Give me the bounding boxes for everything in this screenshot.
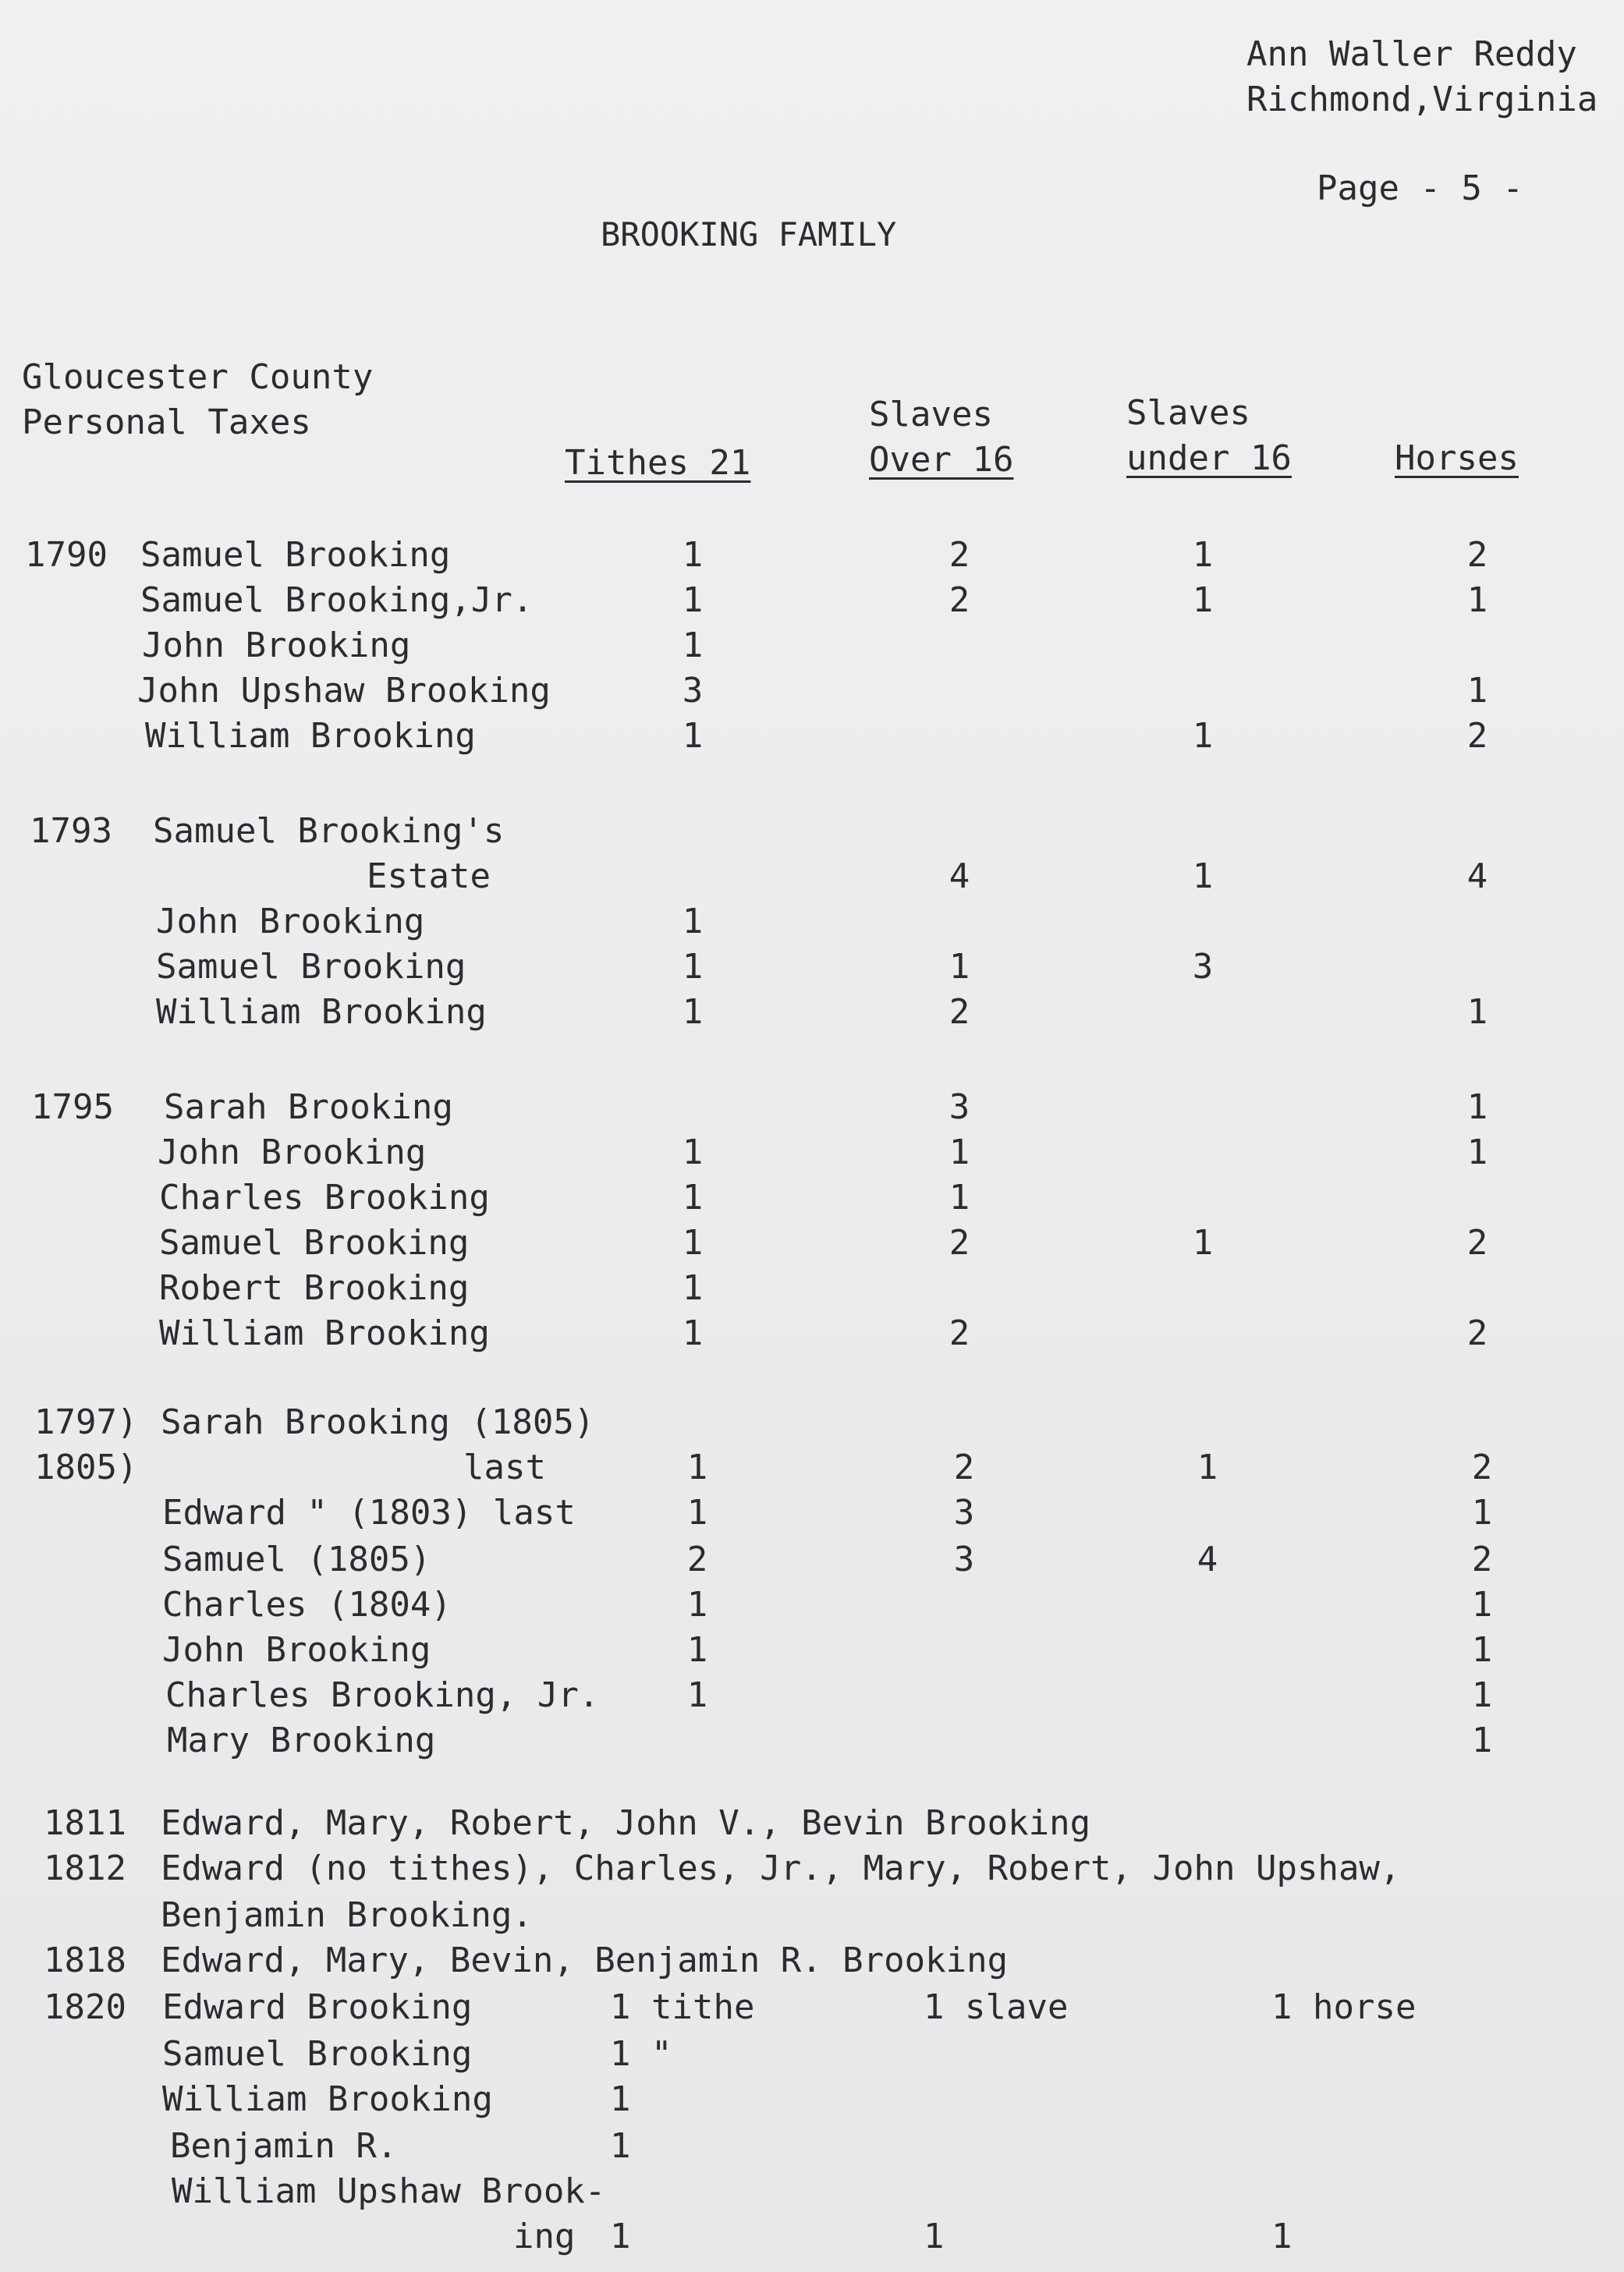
- row-horses-value: 2: [1466, 1313, 1488, 1353]
- page-number: Page - 5 -: [1317, 168, 1523, 208]
- row-over16-value: 4: [949, 856, 970, 896]
- row-under16-value: 1: [1192, 856, 1214, 896]
- later-year: 1811: [44, 1803, 126, 1843]
- later-text: Benjamin Brooking.: [161, 1895, 533, 1935]
- author-location: Richmond,Virginia: [1246, 80, 1598, 119]
- row-name: John Brooking: [142, 626, 411, 665]
- row-name: John Brooking: [162, 1630, 431, 1670]
- row-tithes-value: 1: [686, 1448, 708, 1487]
- row-tithes-value: 3: [682, 671, 704, 711]
- slave-value: 1: [924, 2217, 945, 2256]
- row-horses-value: 1: [1471, 1675, 1493, 1715]
- horse-value: 1 horse: [1271, 1987, 1417, 2027]
- row-tithes-value: 1: [686, 1630, 708, 1670]
- row-over16-value: 1: [949, 1132, 970, 1172]
- row-year: 1797): [34, 1402, 138, 1442]
- row-name: Charles Brooking, Jr.: [165, 1675, 600, 1715]
- row-horses-value: 1: [1466, 1132, 1488, 1172]
- row-name: Benjamin R.: [170, 2126, 398, 2166]
- row-year: 1820: [44, 1987, 126, 2027]
- row-name: Edward " (1803) last: [162, 1493, 576, 1533]
- row-name: Samuel Brooking: [156, 947, 466, 987]
- tithe-value: 1: [610, 2079, 631, 2119]
- row-over16-value: 2: [953, 1448, 975, 1487]
- county-label: Gloucester County: [22, 357, 374, 397]
- row-horses-value: 2: [1466, 535, 1488, 575]
- row-name: Samuel Brooking: [162, 2034, 473, 2074]
- tithe-value: 1: [610, 2126, 631, 2166]
- column-header-slaves-over: Over 16: [869, 440, 1014, 480]
- column-header-slaves-under: under 16: [1126, 438, 1292, 478]
- column-header-slaves-over-top: Slaves: [869, 395, 993, 434]
- row-name: William Brooking: [162, 2079, 493, 2119]
- row-name: Charles Brooking: [159, 1178, 490, 1218]
- row-horses-value: 1: [1466, 580, 1488, 620]
- row-over16-value: 3: [953, 1493, 975, 1533]
- later-year: 1818: [44, 1941, 126, 1980]
- row-horses-value: 1: [1466, 992, 1488, 1032]
- row-horses-value: 1: [1471, 1721, 1493, 1760]
- tithe-value: 1 ": [610, 2034, 672, 2074]
- row-horses-value: 1: [1471, 1630, 1493, 1670]
- later-text: Edward, Mary, Robert, John V., Bevin Brooking: [161, 1803, 1091, 1843]
- row-name: Estate: [367, 856, 491, 896]
- row-name: William Brooking: [159, 1313, 490, 1353]
- row-year: 1793: [30, 811, 112, 851]
- row-tithes-value: 1: [686, 1675, 708, 1715]
- row-year: 1795: [31, 1087, 114, 1127]
- row-over16-value: 3: [949, 1087, 970, 1127]
- row-over16-value: 2: [949, 1223, 970, 1263]
- row-over16-value: 3: [953, 1540, 975, 1579]
- row-name: ing: [513, 2217, 576, 2256]
- row-year: 1790: [25, 535, 108, 575]
- row-over16-value: 2: [949, 535, 970, 575]
- row-horses-value: 2: [1466, 716, 1488, 756]
- row-under16-value: 3: [1192, 947, 1214, 987]
- row-tithes-value: 1: [682, 1223, 704, 1263]
- author-name: Ann Waller Reddy: [1246, 34, 1577, 74]
- row-name: Samuel Brooking's: [153, 811, 505, 851]
- row-name: Samuel Brooking: [140, 535, 451, 575]
- row-under16-value: 1: [1197, 1448, 1218, 1487]
- row-horses-value: 1: [1471, 1493, 1493, 1533]
- row-name: Charles (1804): [162, 1585, 452, 1625]
- row-tithes-value: 1: [686, 1493, 708, 1533]
- row-tithes-value: 1: [682, 947, 704, 987]
- row-name: William Brooking: [145, 716, 476, 756]
- row-tithes-value: 1: [682, 580, 704, 620]
- column-header-tithes: Tithes 21: [565, 443, 751, 483]
- row-name: Samuel (1805): [162, 1540, 431, 1579]
- slave-value: 1 slave: [924, 1987, 1069, 2027]
- row-under16-value: 1: [1192, 1223, 1214, 1263]
- column-header-slaves-under-top: Slaves: [1126, 393, 1250, 433]
- row-name: Robert Brooking: [159, 1268, 470, 1308]
- row-name: Samuel Brooking: [159, 1223, 470, 1263]
- row-year: 1805): [34, 1448, 138, 1487]
- document-title: BROOKING FAMILY: [601, 215, 897, 253]
- row-over16-value: 2: [949, 992, 970, 1032]
- row-tithes-value: 1: [682, 1268, 704, 1308]
- row-horses-value: 1: [1466, 671, 1488, 711]
- row-horses-value: 1: [1466, 1087, 1488, 1127]
- row-name: Samuel Brooking,Jr.: [140, 580, 534, 620]
- row-tithes-value: 1: [682, 992, 704, 1032]
- row-over16-value: 1: [949, 947, 970, 987]
- row-horses-value: 2: [1471, 1448, 1493, 1487]
- row-name: William Brooking: [156, 992, 487, 1032]
- row-name: Mary Brooking: [167, 1721, 436, 1760]
- row-under16-value: 1: [1192, 535, 1214, 575]
- row-over16-value: 2: [949, 1313, 970, 1353]
- row-tithes-value: 1: [682, 1132, 704, 1172]
- later-text: Edward, Mary, Bevin, Benjamin R. Brooking: [161, 1941, 1009, 1980]
- row-under16-value: 4: [1197, 1540, 1218, 1579]
- row-tithes-value: 1: [682, 716, 704, 756]
- row-name: Edward Brooking: [162, 1987, 473, 2027]
- horse-value: 1: [1271, 2217, 1292, 2256]
- row-name: John Brooking: [156, 902, 425, 941]
- row-name: John Upshaw Brooking: [137, 671, 551, 711]
- row-name: Sarah Brooking (1805): [161, 1402, 595, 1442]
- row-horses-value: 1: [1471, 1585, 1493, 1625]
- row-tithes-value: 1: [686, 1585, 708, 1625]
- row-under16-value: 1: [1192, 716, 1214, 756]
- later-text: Edward (no tithes), Charles, Jr., Mary, Robert, John Upshaw,: [161, 1848, 1401, 1888]
- row-name: last: [463, 1448, 546, 1487]
- later-year: 1812: [44, 1848, 126, 1888]
- column-header-horses: Horses: [1395, 438, 1519, 478]
- row-horses-value: 2: [1466, 1223, 1488, 1263]
- row-name: John Brooking: [158, 1132, 427, 1172]
- row-over16-value: 1: [949, 1178, 970, 1218]
- row-horses-value: 2: [1471, 1540, 1493, 1579]
- row-tithes-value: 1: [682, 1313, 704, 1353]
- row-name: Sarah Brooking: [164, 1087, 453, 1127]
- row-horses-value: 4: [1466, 856, 1488, 896]
- row-tithes-value: 2: [686, 1540, 708, 1579]
- tax-type-label: Personal Taxes: [22, 402, 311, 442]
- row-tithes-value: 1: [682, 626, 704, 665]
- row-tithes-value: 1: [682, 902, 704, 941]
- tithe-value: 1: [610, 2217, 631, 2256]
- row-name: William Upshaw Brook-: [172, 2171, 606, 2211]
- row-under16-value: 1: [1192, 580, 1214, 620]
- row-over16-value: 2: [949, 580, 970, 620]
- row-tithes-value: 1: [682, 1178, 704, 1218]
- tithe-value: 1 tithe: [610, 1987, 755, 2027]
- row-tithes-value: 1: [682, 535, 704, 575]
